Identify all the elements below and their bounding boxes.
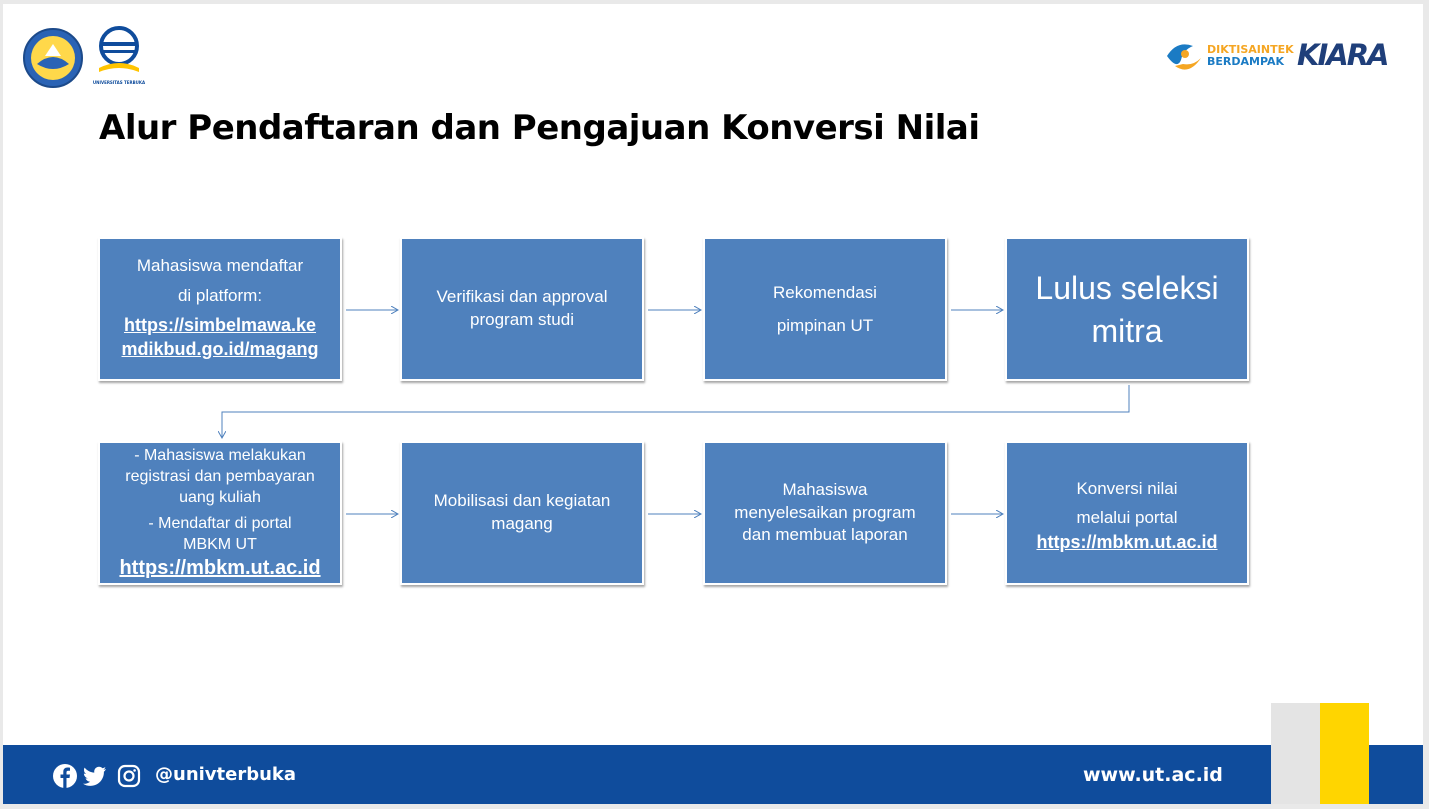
step-6-line2: magang bbox=[491, 514, 553, 533]
simbelmawa-link-cont[interactable]: mdikbud.go.id/magang bbox=[121, 339, 319, 359]
step-1-register bbox=[98, 237, 342, 381]
step-1-line2: di platform: bbox=[177, 286, 263, 305]
kemdikbud-logo bbox=[23, 28, 83, 88]
step-1-line1: Mahasiswa mendaftar bbox=[136, 256, 304, 275]
page-title: Alur Pendaftaran dan Pengajuan Konversi Nilai bbox=[99, 108, 980, 148]
step-3-line1: Rekomendasi bbox=[773, 283, 877, 302]
slide bbox=[3, 4, 1423, 804]
mbkm-link-1[interactable]: https://mbkm.ut.ac.id bbox=[119, 556, 321, 579]
step-3-line2: pimpinan UT bbox=[776, 316, 874, 335]
step-8-line1: Konversi nilai bbox=[1076, 479, 1178, 498]
twitter-icon[interactable] bbox=[83, 764, 107, 788]
footer-yellow-block bbox=[1320, 703, 1369, 804]
diktisaintek-line2: BERDAMPAK bbox=[1207, 55, 1285, 68]
step-5-line3: uang kuliah bbox=[179, 488, 261, 506]
diktisaintek-logo bbox=[1163, 36, 1203, 76]
step-3-recommendation bbox=[703, 237, 947, 381]
step-5-line4: - Mendaftar di portal bbox=[148, 515, 292, 533]
step-7-line1: Mahasiswa bbox=[782, 479, 868, 499]
instagram-icon[interactable] bbox=[117, 764, 141, 788]
step-7-line2: menyelesaikan program bbox=[734, 502, 916, 522]
step-2-line2: program studi bbox=[470, 310, 574, 329]
step-2-verification bbox=[400, 237, 644, 381]
step-5-line1: - Mahasiswa melakukan bbox=[134, 447, 306, 464]
step-4-selection bbox=[1005, 237, 1249, 381]
step-8-conversion bbox=[1005, 441, 1249, 585]
footer-grey-block bbox=[1271, 703, 1320, 804]
step-8-line2: melalui portal bbox=[1076, 508, 1178, 527]
step-4-line2: mitra bbox=[1091, 313, 1163, 350]
step-5-line2: registrasi dan pembayaran bbox=[125, 467, 315, 485]
diktisaintek-text bbox=[1207, 44, 1294, 68]
simbelmawa-link[interactable]: https://simbelmawa.ke bbox=[123, 315, 317, 335]
step-7-report bbox=[703, 441, 947, 585]
step-6-line1: Mobilisasi dan kegiatan bbox=[433, 491, 611, 511]
kiara-logo: KIARA bbox=[1297, 38, 1388, 72]
step-4-line1: Lulus seleksi bbox=[1035, 270, 1219, 306]
ut-logo-caption: UNIVERSITAS TERBUKA bbox=[92, 80, 146, 85]
step-5-line5: MBKM UT bbox=[183, 536, 257, 554]
facebook-icon[interactable] bbox=[53, 764, 77, 788]
arrow-4-5 bbox=[222, 385, 1129, 438]
step-5-registration bbox=[98, 441, 342, 585]
mbkm-link-2[interactable]: https://mbkm.ut.ac.id bbox=[1036, 532, 1218, 552]
step-2-line1: Verifikasi dan approval bbox=[436, 287, 608, 307]
diktisaintek-line1: DIKTISAINTEK bbox=[1207, 43, 1294, 56]
step-6-mobilization bbox=[400, 441, 644, 585]
step-7-line3: dan membuat laporan bbox=[742, 525, 908, 545]
website-url[interactable]: www.ut.ac.id bbox=[1083, 764, 1223, 786]
universitas-terbuka-logo bbox=[91, 26, 147, 88]
social-handle: @univterbuka bbox=[155, 764, 297, 785]
